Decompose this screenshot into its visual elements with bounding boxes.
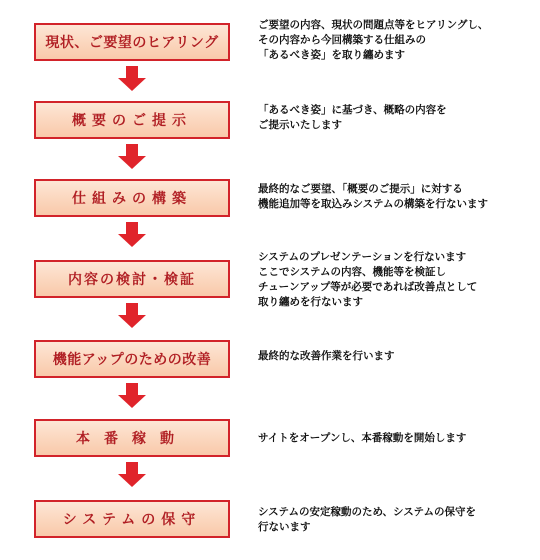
step-7-description-line-2: 行ないます: [258, 521, 311, 533]
step-2-description-line-2: ご提示いたします: [258, 119, 342, 131]
step-4-box: [34, 260, 230, 298]
step-7-description: [258, 505, 534, 535]
step-6-label: 本番稼動: [76, 431, 188, 447]
step-2-label: 概要のご提示: [72, 113, 192, 129]
step-4-label: 内容の検討・検証: [68, 272, 196, 288]
step-4-description-line-3: チューンアップ等が必要であれば改善点として: [258, 281, 478, 293]
step-5-description-line-1: 最終的な改善作業を行います: [258, 350, 395, 362]
step-4-description-line-1: システムのプレゼンテーションを行ないます: [258, 251, 467, 263]
step-2-box: [34, 101, 230, 139]
down-arrow-icon: [112, 303, 152, 331]
down-arrow-icon: [112, 222, 152, 250]
step-6-description-line-1: サイトをオープンし、本番稼動を開始します: [258, 432, 467, 444]
step-7-label: システムの保守: [62, 512, 202, 528]
step-7-description-line-1: システムの安定稼動のため、システムの保守を: [258, 506, 476, 518]
step-6-box: [34, 419, 230, 457]
step-5-description: [258, 349, 534, 364]
step-3-description-line-1: 最終的なご要望、「概要のご提示」に対する: [258, 183, 463, 195]
down-arrow-icon: [112, 144, 152, 172]
step-2-description-line-1: 「あるべき姿」に基づき、概略の内容を: [258, 104, 447, 116]
step-6-description: [258, 431, 534, 446]
step-3-description-line-2: 機能追加等を取込みシステムの構築を行ないます: [258, 198, 488, 210]
down-arrow-icon: [112, 66, 152, 94]
step-4-description-line-4: 取り纏めを行ないます: [258, 296, 363, 308]
step-3-description: [258, 182, 534, 212]
step-5-label: 機能アップのための改善: [52, 352, 212, 368]
step-1-description: [258, 18, 534, 63]
step-3-label: 仕組みの構築: [72, 191, 192, 207]
step-3-box: [34, 179, 230, 217]
step-4-description: [258, 250, 534, 310]
step-5-box: [34, 340, 230, 378]
step-1-box: [34, 23, 230, 61]
step-4-description-line-2: ここでシステムの内容、機能等を検証し: [258, 266, 446, 278]
step-7-box: [34, 500, 230, 538]
step-2-description: [258, 103, 534, 133]
step-1-description-line-1: ご要望の内容、現状の問題点等をヒアリングし、: [258, 19, 489, 31]
step-1-description-line-2: その内容から今回構築する仕組みの: [258, 34, 426, 46]
down-arrow-icon: [112, 462, 152, 490]
step-1-label: 現状、ご要望のヒアリング: [45, 35, 219, 51]
down-arrow-icon: [112, 383, 152, 411]
step-1-description-line-3: 「あるべき姿」を取り纏めます: [258, 49, 405, 61]
